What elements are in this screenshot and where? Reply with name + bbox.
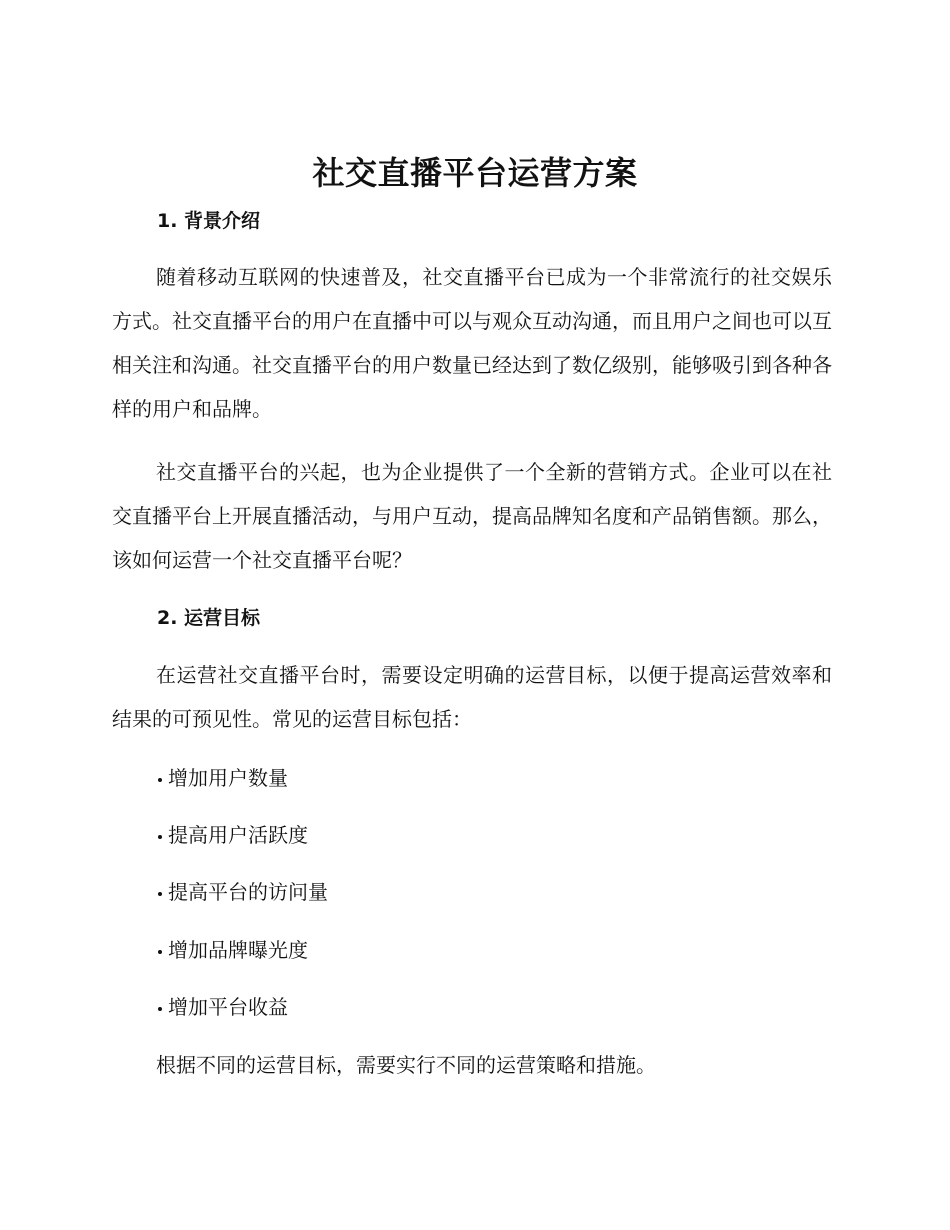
background-paragraph-2: 社交直播平台的兴起，也为企业提供了一个全新的营销方式。企业可以在社交直播平台上开展直播活动，与用户互动，提高品牌知名度和产品销售额。那么，该如何运营一个社交直播平台呢？ (112, 460, 832, 572)
list-item-text: 提高用户活跃度 (168, 823, 308, 847)
list-item-text: 提高平台的访问量 (168, 880, 328, 904)
goals-intro-paragraph: 在运营社交直播平台时，需要设定明确的运营目标，以便于提高运营效率和结果的可预见性。常见的运营目标包括： (112, 663, 832, 731)
background-paragraph-1: 随着移动互联网的快速普及，社交直播平台已成为一个非常流行的社交娱乐方式。社交直播平台的用户在直播中可以与观众互动沟通，而且用户之间也可以互相关注和沟通。社交直播平台的用户数量已经达到了数亿级别，能够吸引到各种各样的用户和品牌。 (112, 265, 832, 421)
list-item (157, 877, 328, 907)
list-item (157, 820, 308, 850)
section-heading-background: 1. 背景介绍 (157, 210, 261, 232)
bullet-dot-icon (158, 1007, 162, 1011)
goals-closing-paragraph: 根据不同的运营目标，需要实行不同的运营策略和措施。 (156, 1053, 656, 1077)
bullet-dot-icon (158, 892, 162, 896)
list-item (157, 992, 288, 1022)
list-item-text: 增加平台收益 (168, 995, 288, 1019)
section-heading-goals: 2. 运营目标 (157, 607, 261, 629)
list-item (157, 763, 288, 793)
list-item-text: 增加品牌曝光度 (168, 938, 308, 962)
list-item (157, 935, 308, 965)
bullet-dot-icon (158, 950, 162, 954)
document-title: 社交直播平台运营方案 (312, 154, 638, 192)
bullet-dot-icon (158, 778, 162, 782)
bullet-dot-icon (158, 835, 162, 839)
list-item-text: 增加用户数量 (168, 766, 288, 790)
